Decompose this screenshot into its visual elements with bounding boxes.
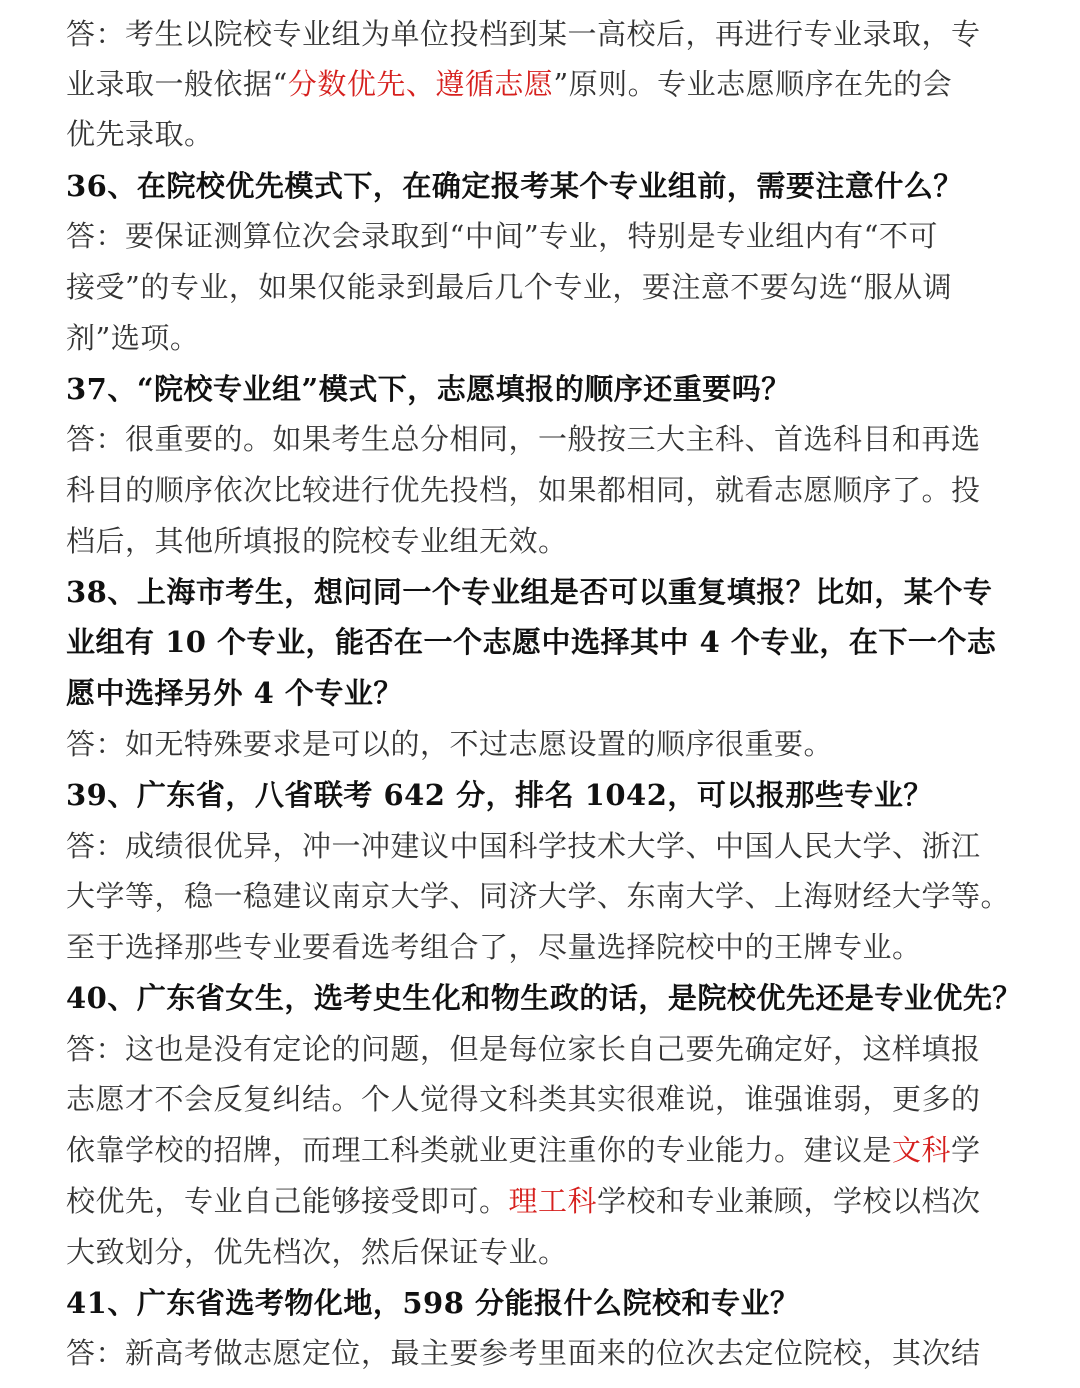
answer-35-line-2 <box>66 64 952 104</box>
answer-40-text: 校优先，专业自己能够接受即可。 <box>66 1184 509 1218</box>
answer-40-line-1: 答：这也是没有定论的问题，但是每位家长自己要先确定好，这样填报 <box>66 1032 981 1066</box>
question-38-line-3: 愿中选择另外 4 个专业？ <box>66 676 403 710</box>
answer-36-line-2: 接受”的专业，如果仅能录到最后几个专业，要注意不要勾选“服从调 <box>66 270 953 304</box>
answer-40-line-3 <box>66 1130 981 1170</box>
question-38-line-1: 38、上海市考生，想问同一个专业组是否可以重复填报？比如，某个专 <box>66 575 993 609</box>
answer-39-line-2: 大学等，稳一稳建议南京大学、同济大学、东南大学、上海财经大学等。 <box>66 879 1011 913</box>
answer-36-line-3: 剂”选项。 <box>66 321 200 355</box>
answer-40-line-2: 志愿才不会反复纠结。个人觉得文科类其实很难说，谁强谁弱，更多的 <box>66 1082 981 1116</box>
question-39: 39、广东省，八省联考 642 分，排名 1042，可以报那些专业？ <box>66 778 933 812</box>
answer-40-text: 学 <box>951 1133 981 1167</box>
answer-35-line-1: 答：考生以院校专业组为单位投档到某一高校后，再进行专业录取，专 <box>66 17 981 51</box>
answer-39-line-3: 至于选择那些专业要看选考组合了，尽量选择院校中的王牌专业。 <box>66 930 922 964</box>
highlight-liberal-arts: 文科 <box>892 1133 952 1167</box>
answer-35-line-3: 优先录取。 <box>66 117 214 151</box>
question-36: 36、在院校优先模式下，在确定报考某个专业组前，需要注意什么？ <box>66 169 963 203</box>
question-40: 40、广东省女生，选考史生化和物生政的话，是院校优先还是专业优先？ <box>66 981 1022 1015</box>
answer-40-text: 学校和专业兼顾，学校以档次 <box>597 1184 981 1218</box>
highlight-principle: 分数优先、遵循志愿 <box>287 67 554 101</box>
question-38-line-2: 业组有 10 个专业，能否在一个志愿中选择其中 4 个专业，在下一个志 <box>66 625 997 659</box>
highlight-science-engineering: 理工科 <box>508 1184 598 1218</box>
answer-35-text: 业录取一般依据“ <box>66 67 288 101</box>
answer-37-line-3: 档后，其他所填报的院校专业组无效。 <box>66 524 568 558</box>
answer-38: 答：如无特殊要求是可以的，不过志愿设置的顺序很重要。 <box>66 727 834 761</box>
answer-36-line-1: 答：要保证测算位次会录取到“中间”专业，特别是专业组内有“不可 <box>66 219 938 253</box>
answer-39-line-1: 答：成绩很优异，冲一冲建议中国科学技术大学、中国人民大学、浙江 <box>66 829 981 863</box>
question-37: 37、“院校专业组”模式下，志愿填报的顺序还重要吗？ <box>66 372 791 406</box>
answer-40-text: 依靠学校的招牌，而理工科类就业更注重你的专业能力。建议是 <box>66 1133 893 1167</box>
question-41: 41、广东省选考物化地，598 分能报什么院校和专业？ <box>66 1286 800 1320</box>
answer-40-line-4 <box>66 1181 981 1221</box>
answer-37-line-1: 答：很重要的。如果考生总分相同，一般按三大主科、首选科目和再选 <box>66 422 981 456</box>
answer-40-line-5: 大致划分，优先档次，然后保证专业。 <box>66 1235 568 1269</box>
answer-37-line-2: 科目的顺序依次比较进行优先投档，如果都相同，就看志愿顺序了。投 <box>66 473 981 507</box>
answer-41-line-1: 答：新高考做志愿定位，最主要参考里面来的位次去定位院校，其次结 <box>66 1336 981 1370</box>
answer-35-text: ”原则。专业志愿顺序在先的会 <box>553 67 953 101</box>
